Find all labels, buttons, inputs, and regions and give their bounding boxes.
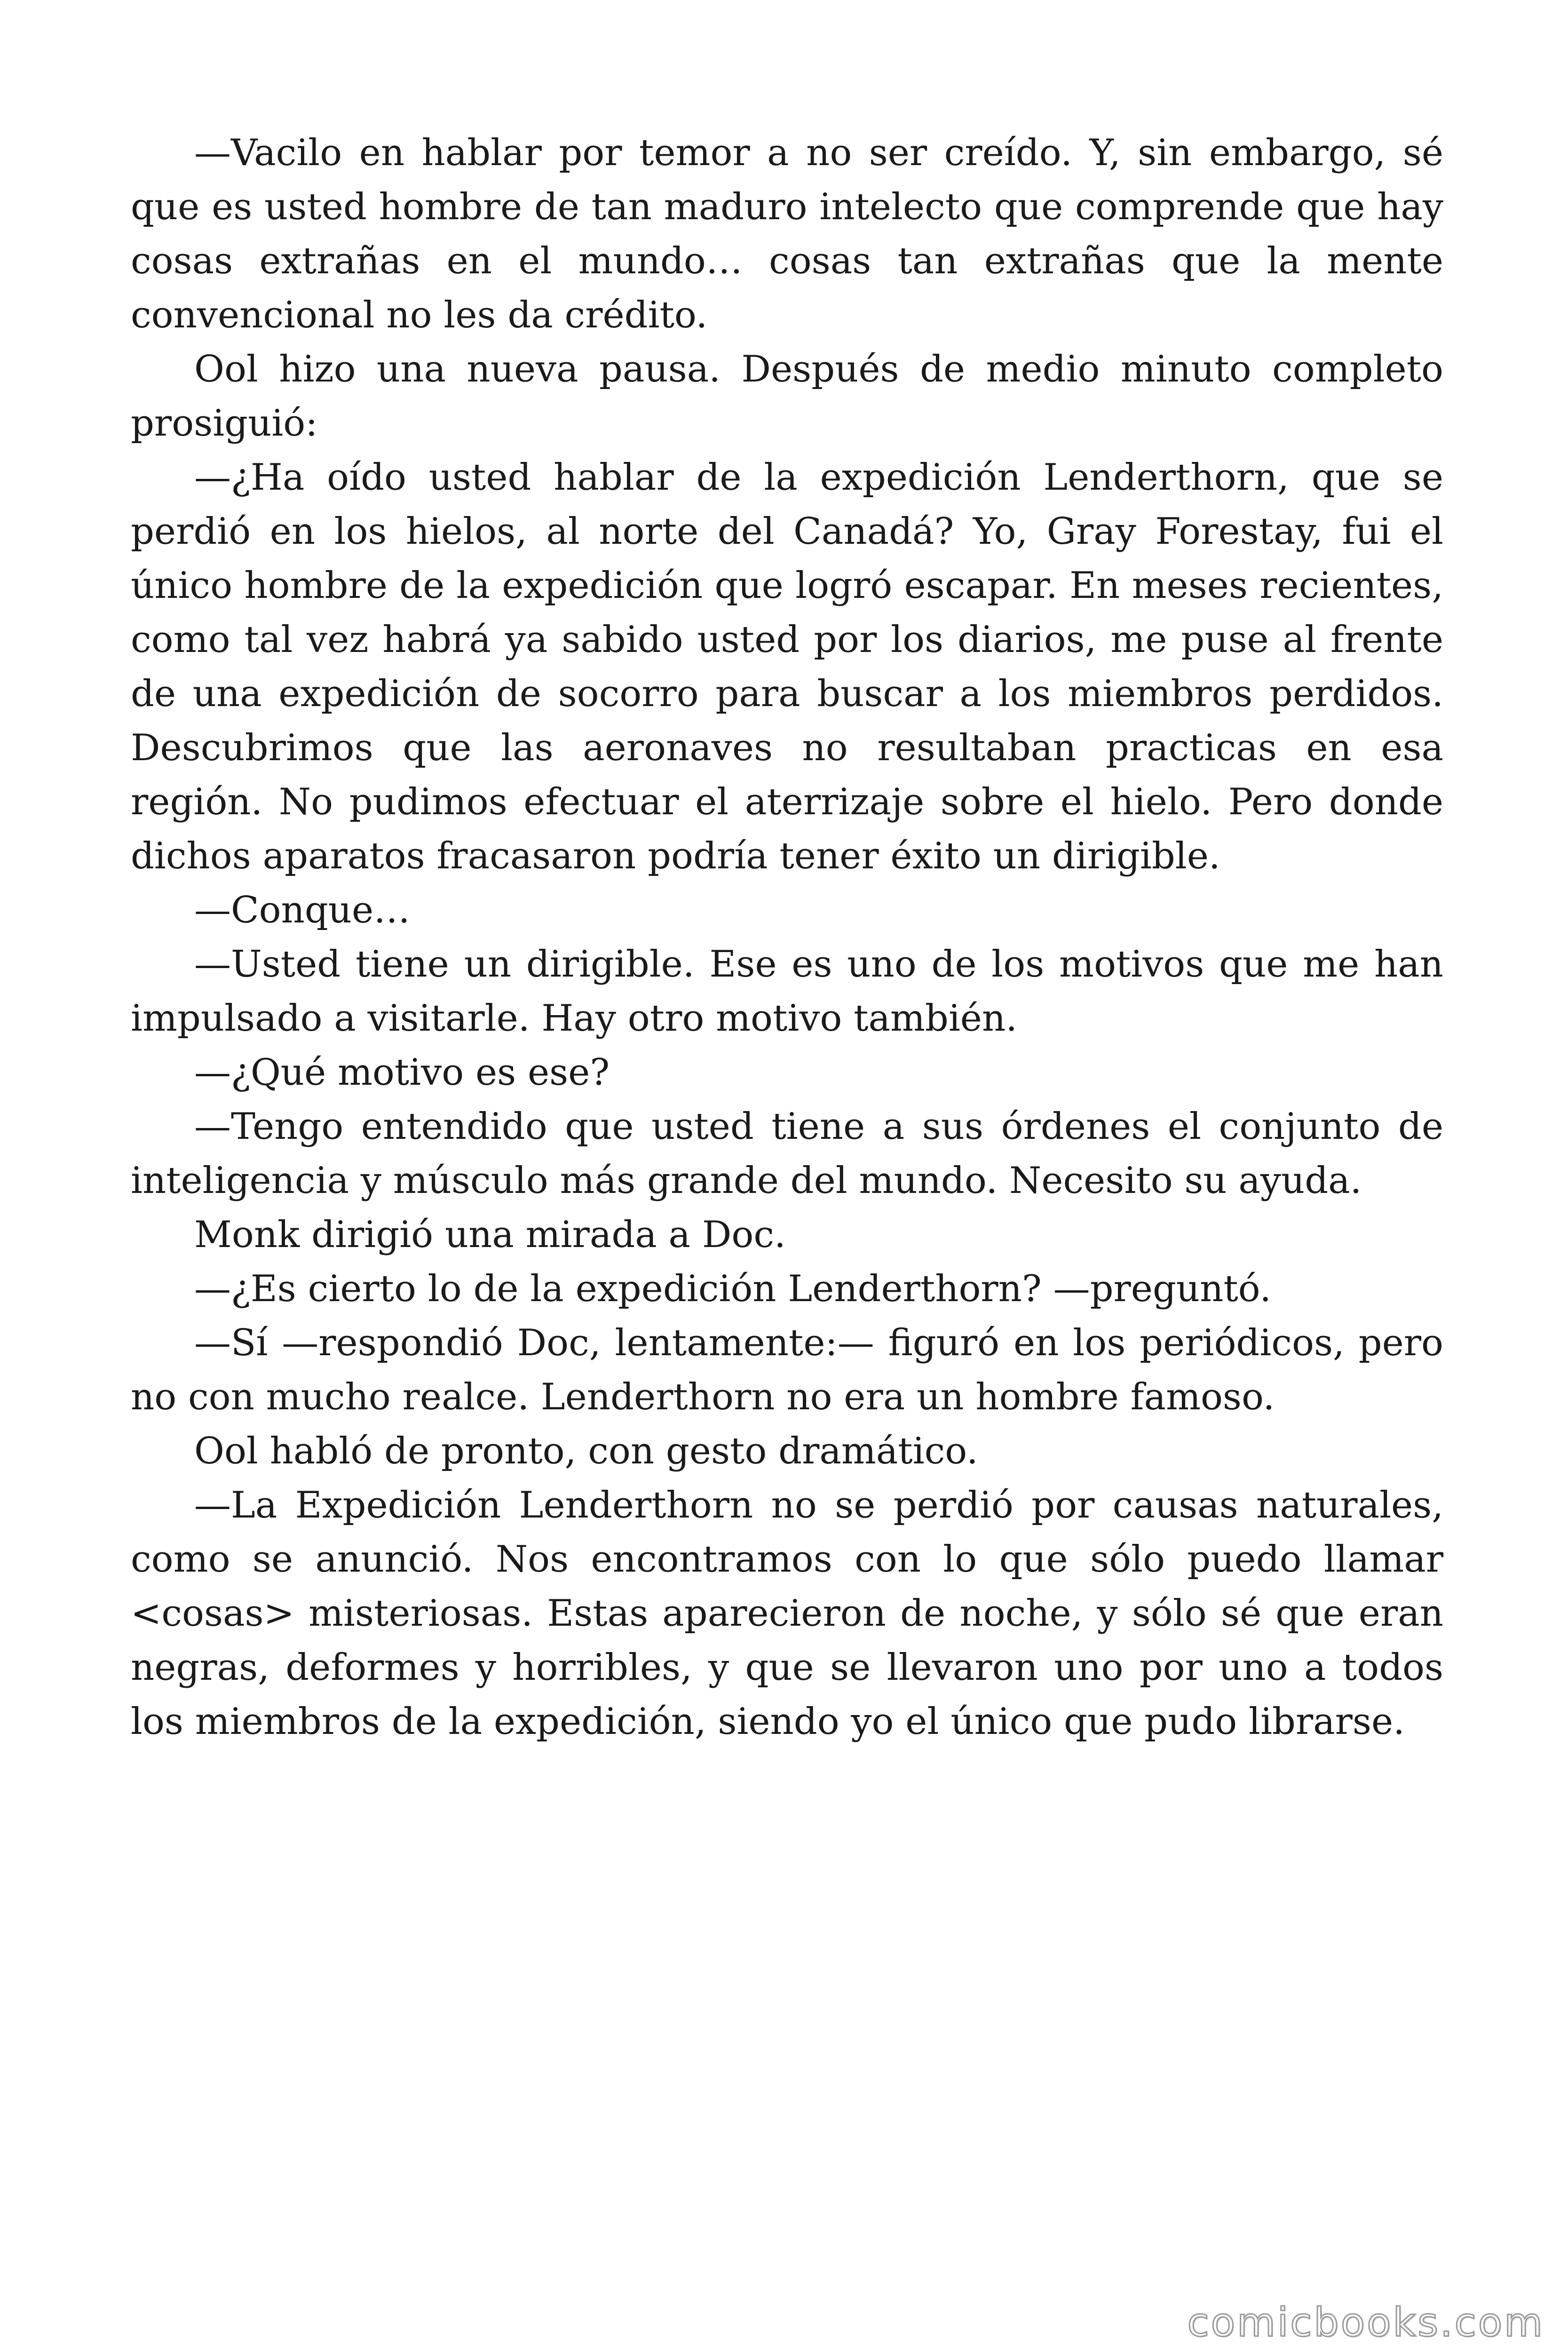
paragraph: Monk dirigió una mirada a Doc. — [194, 1214, 786, 1256]
paragraph: —¿Es cierto lo de la expedición Lenderthorn? —preguntó. — [194, 1268, 1272, 1310]
paragraph: —Usted tiene un dirigible. Ese es uno de los motivos que me han impulsado a visitarle. Hay otro motivo también. — [131, 943, 1443, 1040]
paragraph: —¿Qué motivo es ese? — [194, 1051, 610, 1094]
paragraph: —¿Ha oído usted hablar de la expedición Lenderthorn, que se perdió en los hielos, al norte del Canadá? Yo, Gray Forestay, fui el único hombre de la expedición que logró escapar. En meses recientes, como tal vez habrá ya sabido usted por los diarios, me puse al frente de una expedición de socorro para buscar a los miembros perdidos. Descubrimos que las aeronaves no resultaban practicas en esa región. No pudimos efectuar el aterrizaje sobre el hielo. Pero donde dichos aparatos fracasaron podría tener éxito un dirigible. — [131, 456, 1443, 877]
body-text — [131, 126, 1443, 1749]
paragraph: Ool habló de pronto, con gesto dramático. — [194, 1430, 978, 1472]
paragraph: Ool hizo una nueva pausa. Después de medio minuto completo prosiguió: — [131, 348, 1443, 445]
paragraph: —Tengo entendido que usted tiene a sus órdenes el conjunto de inteligencia y músculo más grande del mundo. Necesito su ayuda. — [131, 1105, 1443, 1202]
paragraph: —Conque… — [194, 889, 411, 931]
paragraph: —La Expedición Lenderthorn no se perdió por causas naturales, como se anunció. Nos encontramos con lo que sólo puedo llamar <cosas> misteriosas. Estas aparecieron de noche, y sólo sé que eran negras, deformes y horribles, y que se llevaron uno por uno a todos los miembros de la expedición, siendo yo el único que pudo librarse. — [131, 1484, 1443, 1743]
paragraph: —Sí —respondió Doc, lentamente:— figuró en los periódicos, pero no con mucho realce. Lenderthorn no era un hombre famoso. — [131, 1322, 1443, 1418]
watermark: comicbooks.com — [1187, 2299, 1544, 2345]
paragraph: —Vacilo en hablar por temor a no ser creído. Y, sin embargo, sé que es usted hombre de tan maduro intelecto que comprende que hay cosas extrañas en el mundo… cosas tan extrañas que la mente convencional no les da crédito. — [131, 132, 1443, 336]
